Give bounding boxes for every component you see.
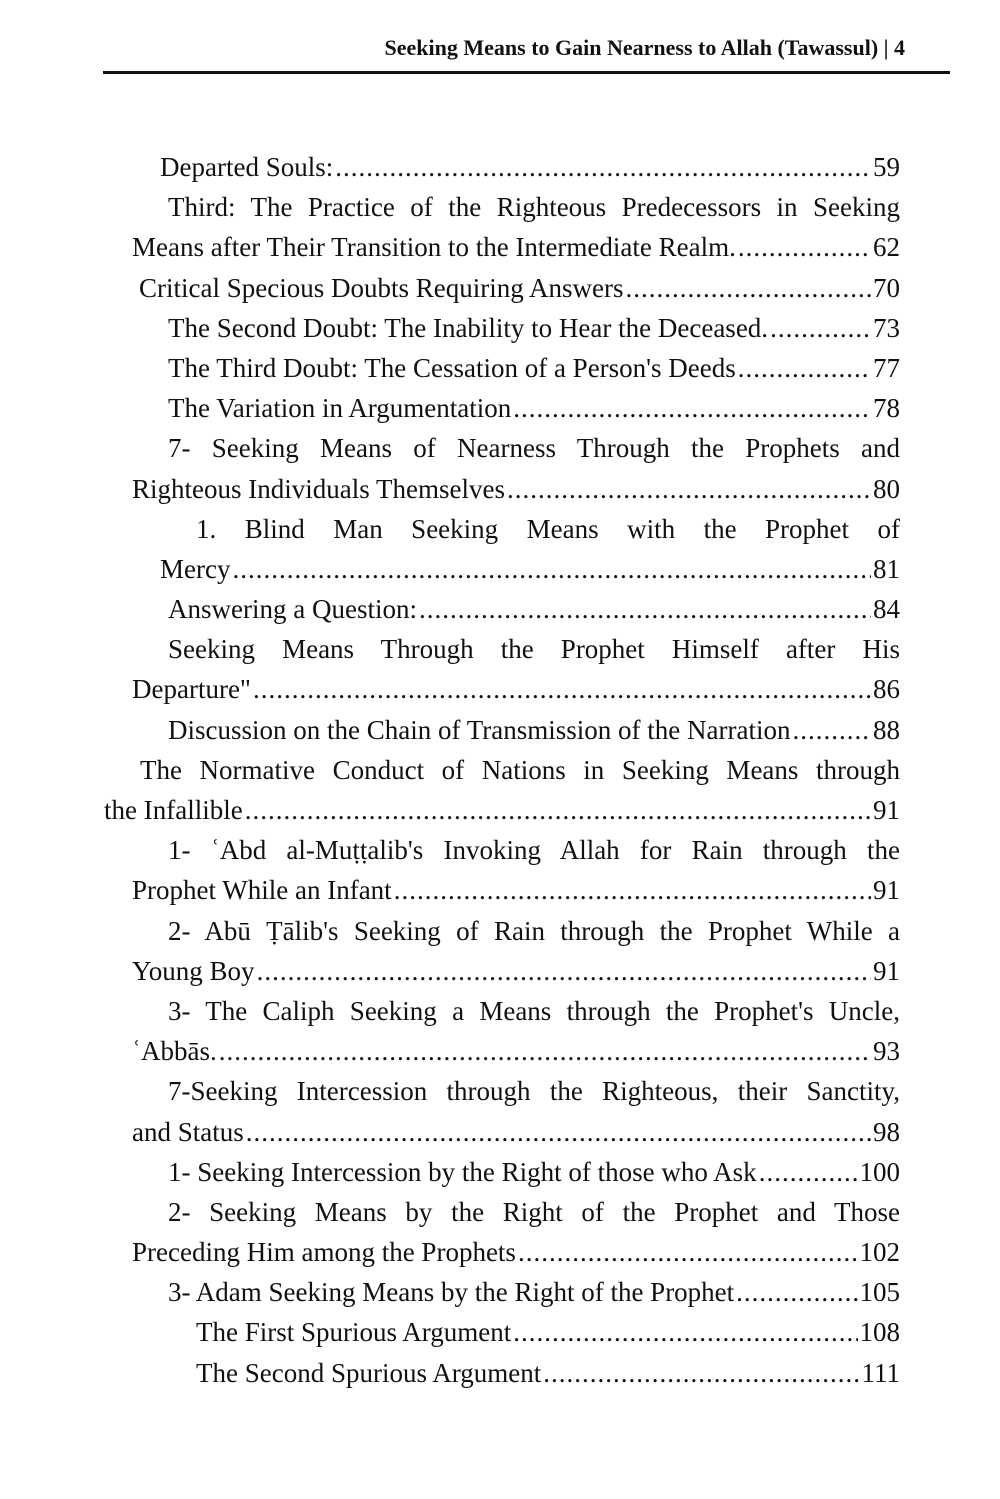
toc-entry-title: Departure" xyxy=(132,674,251,705)
dot-leader xyxy=(419,589,871,629)
dot-leader xyxy=(759,1152,858,1192)
toc-leader-line xyxy=(132,669,900,709)
toc-entry-line: 1. Blind Man Seeking Means with the Prophet of xyxy=(196,513,900,544)
toc-page-number: 62 xyxy=(873,232,900,263)
toc-leader-line xyxy=(132,227,900,267)
toc-entry xyxy=(0,1071,1000,1151)
toc-entry xyxy=(0,1312,1000,1352)
toc-entry-title: The Second Doubt: The Inability to Hear the Deceased. xyxy=(168,312,769,343)
dot-leader xyxy=(507,469,871,509)
toc-page-number: 70 xyxy=(873,272,900,303)
toc-entry xyxy=(0,1152,1000,1192)
toc-entry xyxy=(0,509,1000,589)
toc-entry-title: The Variation in Argumentation xyxy=(168,393,512,424)
toc-entry xyxy=(0,388,1000,428)
toc-page-number: 78 xyxy=(873,393,900,424)
dot-leader xyxy=(770,308,871,348)
toc-entry-line: 7-Seeking Intercession through the Righteous, their Sanctity, xyxy=(168,1076,900,1107)
dot-leader xyxy=(335,147,871,187)
toc-entry xyxy=(0,750,1000,830)
toc-leader-line xyxy=(168,388,900,428)
toc-page-number: 108 xyxy=(859,1317,900,1348)
toc-entry-title: Means after Their Transition to the Intermediate Realm. xyxy=(132,232,736,263)
toc-entry-title: and Status xyxy=(132,1116,244,1147)
toc-leader-line xyxy=(160,147,900,187)
toc-entry-line: 2- Seeking Means by the Right of the Prophet and Those xyxy=(168,1196,900,1227)
dot-leader xyxy=(625,268,871,308)
dot-leader xyxy=(253,669,871,709)
toc-page-number: 81 xyxy=(873,553,900,584)
toc-entry xyxy=(0,589,1000,629)
toc-entry xyxy=(0,268,1000,308)
dot-leader xyxy=(518,1232,858,1272)
toc-entry-title: Young Boy xyxy=(132,955,255,986)
toc-page-number: 111 xyxy=(861,1357,900,1388)
toc-page-number: 84 xyxy=(873,594,900,625)
toc-page-number: 98 xyxy=(873,1116,900,1147)
dot-leader xyxy=(792,710,871,750)
toc-entry xyxy=(0,187,1000,267)
toc-page-number: 105 xyxy=(859,1277,900,1308)
dot-leader xyxy=(513,1312,857,1352)
toc-leader-line xyxy=(196,1312,900,1352)
toc-entry xyxy=(0,830,1000,910)
toc-entry-line: 7- Seeking Means of Nearness Through the Prophets and xyxy=(168,433,900,464)
toc-leader-line xyxy=(168,1152,900,1192)
toc-entry-title: The Third Doubt: The Cessation of a Person's Deeds xyxy=(168,352,736,383)
toc-entry-title: Critical Specious Doubts Requiring Answers xyxy=(139,272,624,303)
toc-leader-line xyxy=(132,870,900,910)
toc-entry-title: Discussion on the Chain of Transmission of the Narration xyxy=(168,714,791,745)
toc-entry xyxy=(0,147,1000,187)
toc-page-number: 80 xyxy=(873,473,900,504)
toc-leader-line xyxy=(139,268,900,308)
toc-entry-title: 1- Seeking Intercession by the Right of those who Ask xyxy=(168,1156,757,1187)
toc-entry xyxy=(0,911,1000,991)
dot-leader xyxy=(246,1112,871,1152)
toc-page-number: 100 xyxy=(859,1156,900,1187)
toc-entry-title: Departed Souls: xyxy=(160,152,334,182)
toc-entry-title: The Second Spurious Argument xyxy=(196,1357,542,1388)
toc-entry-title: Answering a Question: xyxy=(168,594,417,625)
toc-entry xyxy=(0,1192,1000,1272)
toc-leader-line xyxy=(132,469,900,509)
toc-entry-line: 2- Abū Ṭālib's Seeking of Rain through the Prophet While a xyxy=(168,915,900,946)
toc-entry xyxy=(0,348,1000,388)
toc-leader-line xyxy=(196,1353,900,1393)
running-header: Seeking Means to Gain Nearness to Allah (Tawassul) | 4 xyxy=(384,35,905,60)
toc-entry xyxy=(0,308,1000,348)
dot-leader xyxy=(513,388,871,428)
dot-leader xyxy=(257,951,871,991)
dot-leader xyxy=(394,870,871,910)
toc-entry-title: Preceding Him among the Prophets xyxy=(132,1237,516,1268)
toc-page-number: 102 xyxy=(859,1237,900,1268)
dot-leader xyxy=(736,1272,857,1312)
dot-leader xyxy=(543,1353,859,1393)
toc-leader-line xyxy=(104,790,900,830)
dot-leader xyxy=(245,790,871,830)
toc-leader-line xyxy=(132,951,900,991)
toc-page-number: 91 xyxy=(873,795,900,825)
dot-leader xyxy=(738,348,871,388)
toc-entry-title: 3- Adam Seeking Means by the Right of the Prophet xyxy=(168,1277,735,1308)
toc-entry-title: ʿAbbās. xyxy=(132,1036,217,1067)
toc-page-number: 91 xyxy=(873,955,900,986)
toc-entry xyxy=(0,991,1000,1071)
toc-page-number: 73 xyxy=(873,312,900,343)
toc-entry xyxy=(0,1272,1000,1312)
toc-leader-line xyxy=(168,710,900,750)
toc-entry-line: Third: The Practice of the Righteous Predecessors in Seeking xyxy=(168,192,900,223)
toc-page-number: 59 xyxy=(873,152,900,182)
toc-entry-line: 3- The Caliph Seeking a Means through the Prophet's Uncle, xyxy=(168,995,900,1026)
toc-entry-title: Mercy xyxy=(160,553,231,584)
toc-entry-line: The Normative Conduct of Nations in Seeking Means through xyxy=(140,754,900,785)
toc-entry-title: Righteous Individuals Themselves xyxy=(132,473,505,504)
toc-entry-title: the Infallible xyxy=(104,795,243,825)
toc-leader-line xyxy=(132,1232,900,1272)
toc-page-number: 77 xyxy=(873,352,900,383)
table-of-contents xyxy=(0,147,1000,1393)
toc-leader-line xyxy=(168,348,900,388)
toc-entry xyxy=(0,1353,1000,1393)
toc-leader-line xyxy=(168,308,900,348)
toc-leader-line xyxy=(132,1112,900,1152)
toc-entry xyxy=(0,428,1000,508)
toc-page-number: 86 xyxy=(873,674,900,705)
toc-entry xyxy=(0,710,1000,750)
toc-page-number: 93 xyxy=(873,1036,900,1067)
header-rule xyxy=(103,71,950,74)
toc-entry xyxy=(0,629,1000,709)
toc-leader-line xyxy=(168,1272,900,1312)
dot-leader xyxy=(738,227,871,267)
toc-entry-title: The First Spurious Argument xyxy=(196,1317,512,1348)
toc-entry-line: Seeking Means Through the Prophet Himself after His xyxy=(168,634,900,665)
dot-leader xyxy=(232,549,871,589)
toc-leader-line xyxy=(168,589,900,629)
toc-leader-line xyxy=(132,1031,900,1071)
toc-page-number: 91 xyxy=(873,875,900,906)
dot-leader xyxy=(219,1031,871,1071)
toc-entry-line: 1- ʿAbd al-Muṭṭalib's Invoking Allah for Rain through the xyxy=(168,835,900,866)
toc-entry-title: Prophet While an Infant xyxy=(132,875,392,906)
toc-page-number: 88 xyxy=(873,714,900,745)
toc-leader-line xyxy=(160,549,900,589)
